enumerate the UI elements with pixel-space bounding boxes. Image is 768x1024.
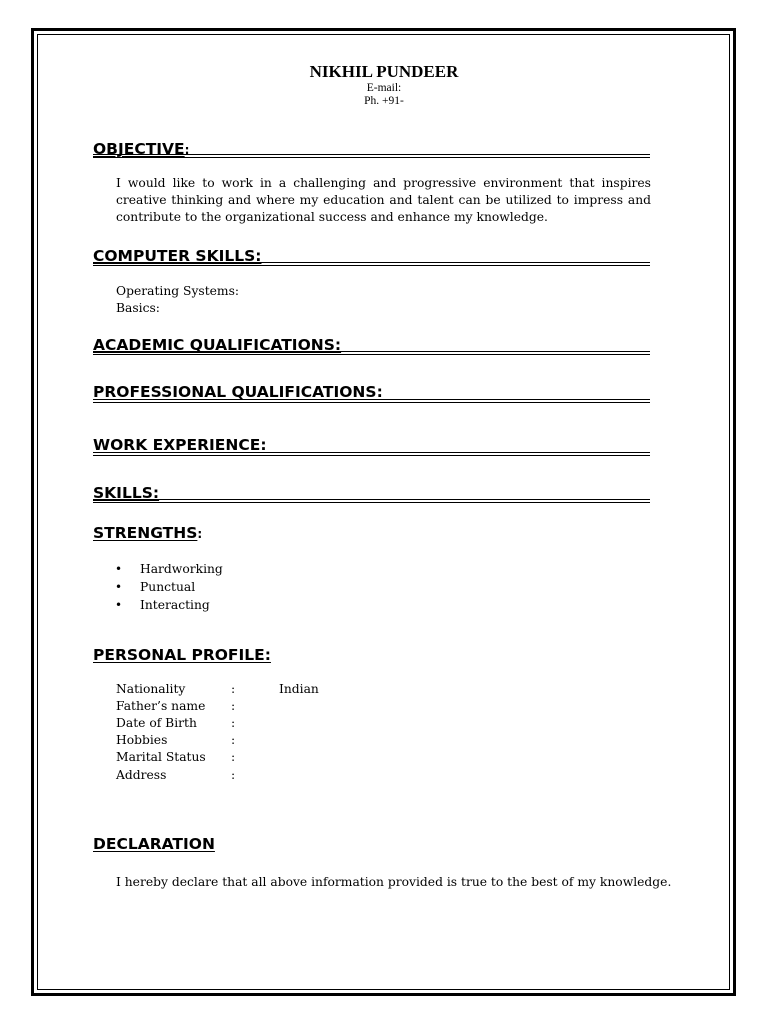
bullet-marker: • [115, 580, 123, 594]
strengths-heading [93, 523, 650, 543]
email-line: E-mail: [366, 82, 402, 94]
objective-rule [93, 154, 650, 158]
strengths-title: STRENGTHS [93, 524, 198, 542]
computer-skills-title: COMPUTER SKILLS: [93, 247, 262, 265]
profile-label: Marital Status [116, 750, 206, 764]
profile-separator: : [231, 768, 236, 782]
work-experience-rule [93, 452, 650, 456]
profile-label: Address [116, 768, 167, 782]
profile-separator: : [231, 716, 236, 730]
academic-title: ACADEMIC QUALIFICATIONS: [93, 336, 342, 354]
objective-colon: : [184, 143, 190, 157]
work-experience-title: WORK EXPERIENCE: [93, 436, 267, 454]
bullet-marker: • [115, 562, 123, 576]
profile-label: Hobbies [116, 733, 168, 747]
profile-separator: : [231, 750, 236, 764]
computer-skills-rule [93, 262, 650, 266]
skills-title: SKILLS: [93, 484, 160, 502]
profile-label: Nationality [116, 682, 186, 696]
profile-separator: : [231, 699, 236, 713]
profile-separator: : [231, 682, 236, 696]
professional-title: PROFESSIONAL QUALIFICATIONS: [93, 383, 383, 401]
profile-label: Father’s name [116, 699, 206, 713]
skills-rule [93, 499, 650, 503]
academic-rule [93, 351, 650, 355]
objective-text: I would like to work in a challenging and progressive environment that inspires creative thinking and where my education and talent can be utilized to impress and contribute to the organizational success and enhance my knowledge. [116, 176, 651, 224]
phone-line: Ph. +91- [364, 95, 404, 107]
strengths-colon: : [197, 527, 203, 541]
bullet-marker: • [115, 598, 123, 612]
declaration-text: I hereby declare that all above information provided is true to the best of my knowledge. [116, 875, 672, 889]
personal-profile-heading [93, 645, 650, 665]
objective-title: OBJECTIVE [93, 140, 185, 158]
basics-label: Basics: [116, 301, 160, 315]
profile-label: Date of Birth [116, 716, 197, 730]
profile-separator: : [231, 733, 236, 747]
list-item: Interacting [140, 598, 210, 612]
declaration-title: DECLARATION [93, 835, 215, 853]
profile-value: Indian [279, 682, 319, 696]
list-item: Hardworking [140, 562, 223, 576]
declaration-heading [93, 834, 650, 854]
professional-rule [93, 399, 650, 403]
candidate-name: NIKHIL PUNDEER [309, 62, 459, 81]
list-item: Punctual [140, 580, 196, 594]
operating-systems-label: Operating Systems: [116, 284, 240, 298]
personal-profile-title: PERSONAL PROFILE: [93, 646, 271, 664]
